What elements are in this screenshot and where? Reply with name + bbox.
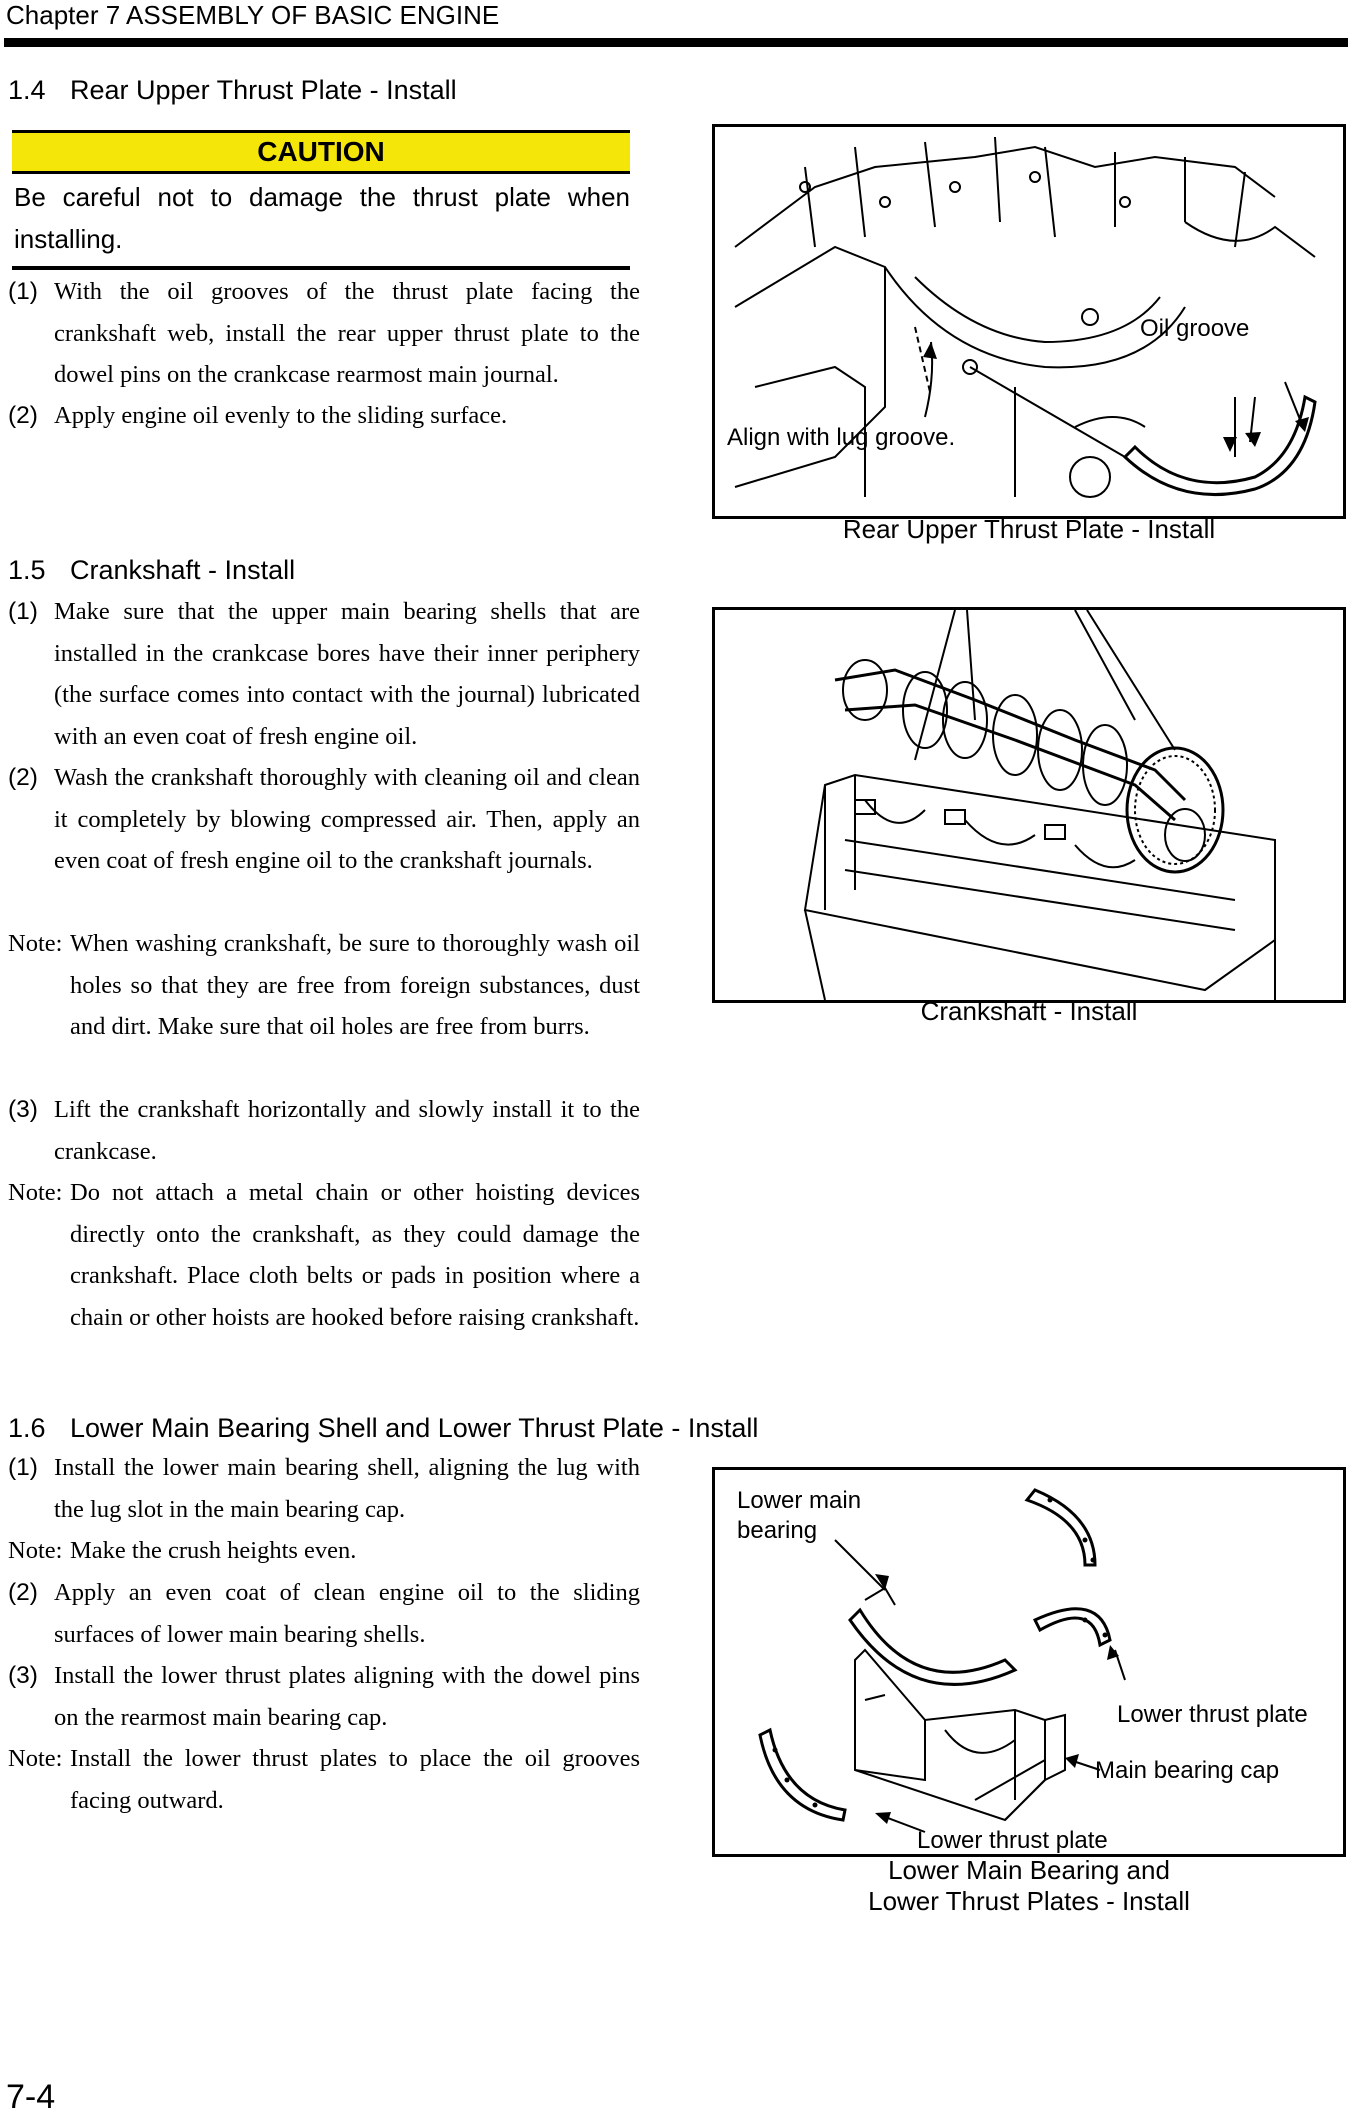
callout-oil-groove: Oil groove [1140, 315, 1250, 342]
step-number: (3) [8, 1662, 38, 1689]
section-title-text: Lower Main Bearing Shell and Lower Thrust Plate - Install [70, 1413, 759, 1443]
figure-caption: Rear Upper Thrust Plate - Install [842, 514, 1216, 544]
crankshaft-hoist-illustration [715, 610, 1343, 1000]
figure-rear-upper-thrust-plate [712, 124, 1346, 519]
section-1-4-title [8, 75, 457, 106]
note-1-5-a [8, 923, 640, 1048]
note-text: When washing crankshaft, be sure to thoroughly wash oil holes so that they are free from foreign substances, dust and dirt. Make sure that oil holes are free from burrs. [70, 930, 640, 1040]
callout-lower-thrust-plate-right: Lower thrust plate [1117, 1701, 1308, 1728]
note-label: Note: [8, 1179, 63, 1206]
note-1-5-b [8, 1172, 640, 1338]
header-rule [4, 38, 1348, 47]
step-text: Make sure that the upper main bearing shells that are installed in the crankcase bores have their inner periphery (the surface comes into contact with the journal) lubricated with an even coat of fresh engine oil. [54, 598, 640, 750]
callout-lower-main-line2: bearing [737, 1517, 818, 1544]
page-number: 7-4 [6, 2078, 56, 2116]
step-text: Apply an even coat of clean engine oil to the sliding surfaces of lower main bearing shells. [54, 1579, 640, 1648]
step-1-6-3 [8, 1655, 640, 1738]
step-number: (2) [8, 1579, 38, 1606]
caution-label: CAUTION [12, 130, 630, 174]
figure-caption-line2: Lower Thrust Plates - Install [868, 1886, 1190, 1916]
figure-crankshaft-install [712, 607, 1346, 1003]
step-text: Install the lower main bearing shell, aligning the lug with the lug slot in the main bearing cap. [54, 1454, 640, 1523]
caution-text: Be careful not to damage the thrust plate when installing. [14, 182, 630, 254]
section-title-text: Rear Upper Thrust Plate - Install [70, 75, 457, 105]
note-text: Do not attach a metal chain or other hoisting devices directly onto the crankshaft, as they could damage the crankshaft. Place cloth belts or pads in position where a chain or other hoists are hooked before raising crankshaft. [70, 1179, 640, 1331]
figure-caption: Crankshaft - Install [920, 996, 1138, 1026]
section-title-text: Crankshaft - Install [70, 555, 296, 585]
note-text: Install the lower thrust plates to place the oil grooves facing outward. [70, 1745, 640, 1814]
step-text: Lift the crankshaft horizontally and slowly install it to the crankcase. [54, 1096, 640, 1165]
figure-caption-line1: Lower Main Bearing and [888, 1855, 1170, 1885]
callout-align-lug-groove: Align with lug groove. [727, 424, 956, 451]
note-label: Note: [8, 930, 63, 957]
step-number: (1) [8, 598, 38, 625]
note-label: Note: [8, 1745, 63, 1772]
callout-lower-thrust-plate-bottom: Lower thrust plate [917, 1827, 1108, 1854]
step-1-5-3 [8, 1089, 640, 1172]
section-number: 1.5 [8, 555, 46, 585]
note-text: Make the crush heights even. [70, 1537, 357, 1564]
note-1-6-a [8, 1530, 640, 1572]
section-number: 1.6 [8, 1413, 46, 1443]
step-text: With the oil grooves of the thrust plate facing the crankshaft web, install the rear upper thrust plate to the dowel pins on the crankcase rearmost main journal. [54, 278, 640, 388]
note-label: Note: [8, 1537, 63, 1564]
step-1-4-2 [8, 395, 640, 437]
step-number: (1) [8, 278, 38, 305]
step-number: (1) [8, 1454, 38, 1481]
section-number: 1.4 [8, 75, 46, 105]
caution-box [12, 130, 630, 270]
step-text: Apply engine oil evenly to the sliding surface. [54, 402, 508, 429]
step-1-6-2 [8, 1572, 640, 1655]
step-number: (2) [8, 402, 38, 429]
step-1-5-1 [8, 591, 640, 757]
step-1-4-1 [8, 271, 640, 396]
chapter-header: Chapter 7 ASSEMBLY OF BASIC ENGINE [6, 0, 500, 30]
step-text: Wash the crankshaft thoroughly with cleaning oil and clean it completely by blowing compressed air. Then, apply an even coat of fresh engine oil to the crankshaft journals. [54, 764, 640, 874]
step-1-5-2 [8, 757, 640, 882]
callout-lower-main-line1: Lower main [737, 1487, 862, 1514]
figure-lower-main-bearing [712, 1467, 1346, 1857]
callout-main-bearing-cap: Main bearing cap [1095, 1757, 1280, 1784]
caution-rule [12, 266, 630, 270]
section-1-6-title [8, 1413, 758, 1444]
step-number: (3) [8, 1096, 38, 1123]
section-1-5-title [8, 555, 295, 586]
step-1-6-1 [8, 1447, 640, 1530]
step-text: Install the lower thrust plates aligning with the dowel pins on the rearmost main bearing cap. [54, 1662, 640, 1731]
step-number: (2) [8, 764, 38, 791]
note-1-6-b [8, 1738, 640, 1821]
